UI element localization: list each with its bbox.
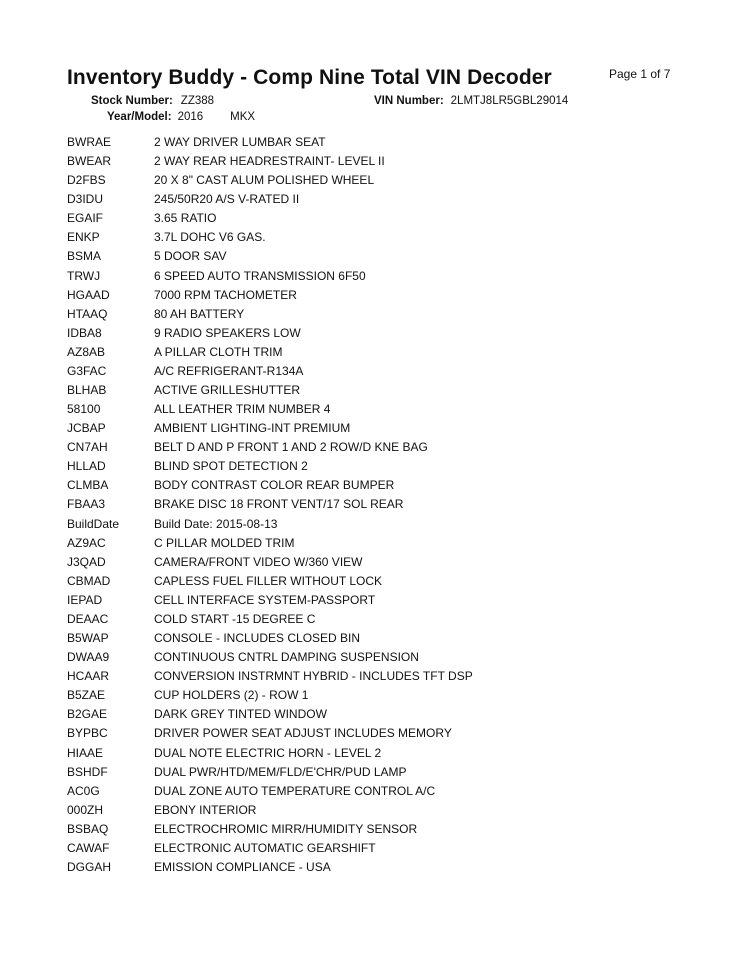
option-code: BSHDF bbox=[67, 764, 108, 779]
option-description: CONSOLE - INCLUDES CLOSED BIN bbox=[154, 631, 361, 646]
list-item bbox=[67, 419, 707, 438]
list-item bbox=[67, 782, 707, 801]
option-description: ALL LEATHER TRIM NUMBER 4 bbox=[154, 402, 331, 417]
option-description: CAPLESS FUEL FILLER WITHOUT LOCK bbox=[154, 573, 383, 588]
list-item bbox=[67, 801, 707, 820]
option-code: HTAAQ bbox=[67, 306, 108, 321]
option-code: HGAAD bbox=[67, 287, 110, 302]
option-description: CELL INTERFACE SYSTEM-PASSPORT bbox=[154, 592, 376, 607]
option-code: CBMAD bbox=[67, 573, 111, 588]
option-description: COLD START -15 DEGREE C bbox=[154, 611, 316, 626]
list-item bbox=[67, 572, 707, 591]
option-code: BSMA bbox=[67, 249, 102, 264]
option-description: A/C REFRIGERANT-R134A bbox=[154, 363, 304, 378]
list-item bbox=[67, 209, 707, 228]
list-item bbox=[67, 534, 707, 553]
option-description: ELECTROCHROMIC MIRR/HUMIDITY SENSOR bbox=[154, 821, 418, 836]
option-description: 3.65 RATIO bbox=[154, 211, 217, 226]
option-code: AZ8AB bbox=[67, 344, 106, 359]
option-description: BELT D AND P FRONT 1 AND 2 ROW/D KNE BAG bbox=[154, 440, 428, 455]
stock-number-field bbox=[91, 95, 214, 107]
option-description: ACTIVE GRILLESHUTTER bbox=[154, 383, 301, 398]
list-item bbox=[67, 724, 707, 743]
option-description: DRIVER POWER SEAT ADJUST INCLUDES MEMORY bbox=[154, 726, 452, 741]
list-item bbox=[67, 629, 707, 648]
option-code: BSBAQ bbox=[67, 821, 109, 836]
option-description: DUAL NOTE ELECTRIC HORN - LEVEL 2 bbox=[154, 745, 382, 760]
option-code: BWEAR bbox=[67, 154, 112, 169]
option-code: HCAAR bbox=[67, 669, 110, 684]
option-code: D3IDU bbox=[67, 192, 104, 207]
list-item bbox=[67, 362, 707, 381]
list-item bbox=[67, 400, 707, 419]
list-item bbox=[67, 686, 707, 705]
option-code: FBAA3 bbox=[67, 497, 106, 512]
list-item bbox=[67, 820, 707, 839]
option-description: 80 AH BATTERY bbox=[154, 306, 245, 321]
option-code: IDBA8 bbox=[67, 325, 102, 340]
option-description: 3.7L DOHC V6 GAS. bbox=[154, 230, 266, 245]
list-item bbox=[67, 457, 707, 476]
option-description: 6 SPEED AUTO TRANSMISSION 6F50 bbox=[154, 268, 366, 283]
option-code: BWRAE bbox=[67, 135, 112, 149]
vin-number-field bbox=[374, 95, 568, 107]
option-description: C PILLAR MOLDED TRIM bbox=[154, 535, 295, 550]
option-code: EGAIF bbox=[67, 211, 104, 226]
option-code: 000ZH bbox=[67, 802, 104, 817]
option-description: AMBIENT LIGHTING-INT PREMIUM bbox=[154, 421, 351, 436]
option-code: B5WAP bbox=[67, 631, 109, 646]
year-model-label: Year/Model: bbox=[107, 111, 172, 123]
option-code: IEPAD bbox=[67, 592, 103, 607]
option-code: B2GAE bbox=[67, 707, 108, 722]
option-description: 245/50R20 A/S V-RATED II bbox=[154, 192, 300, 207]
list-item bbox=[67, 476, 707, 495]
option-code: 58100 bbox=[67, 402, 101, 417]
option-code: CLMBA bbox=[67, 478, 109, 493]
option-description: DUAL ZONE AUTO TEMPERATURE CONTROL A/C bbox=[154, 783, 436, 798]
list-item bbox=[67, 381, 707, 400]
option-description: 7000 RPM TACHOMETER bbox=[154, 287, 297, 302]
list-item bbox=[67, 495, 707, 514]
list-item bbox=[67, 858, 707, 877]
list-item bbox=[67, 591, 707, 610]
list-item bbox=[67, 744, 707, 763]
list-item bbox=[67, 839, 707, 858]
option-code: JCBAP bbox=[67, 421, 106, 436]
option-code: BuildDate bbox=[67, 516, 120, 531]
option-code: BLHAB bbox=[67, 383, 107, 398]
option-code: G3FAC bbox=[67, 363, 107, 378]
option-code: HIAAE bbox=[67, 745, 104, 760]
option-description: BRAKE DISC 18 FRONT VENT/17 SOL REAR bbox=[154, 497, 404, 512]
option-description: A PILLAR CLOTH TRIM bbox=[154, 344, 283, 359]
page-number: Page 1 of 7 bbox=[609, 67, 671, 81]
option-description: BLIND SPOT DETECTION 2 bbox=[154, 459, 308, 474]
list-item bbox=[67, 267, 707, 286]
list-item bbox=[67, 667, 707, 686]
option-code: D2FBS bbox=[67, 173, 106, 188]
option-description: DUAL PWR/HTD/MEM/FLD/E'CHR/PUD LAMP bbox=[154, 764, 407, 779]
option-description: 20 X 8" CAST ALUM POLISHED WHEEL bbox=[154, 173, 375, 188]
list-item bbox=[67, 228, 707, 247]
vin-number-value: 2LMTJ8LR5GBL29014 bbox=[450, 95, 569, 107]
list-item bbox=[67, 343, 707, 362]
option-code-list bbox=[67, 133, 707, 877]
option-code: CAWAF bbox=[67, 840, 110, 855]
option-description: 9 RADIO SPEAKERS LOW bbox=[154, 325, 301, 340]
list-item bbox=[67, 648, 707, 667]
list-item bbox=[67, 133, 707, 152]
model-value: MKX bbox=[230, 111, 256, 123]
option-code: AZ9AC bbox=[67, 535, 106, 550]
option-description: CAMERA/FRONT VIDEO W/360 VIEW bbox=[154, 554, 363, 569]
option-code: DEAAC bbox=[67, 611, 109, 626]
list-item bbox=[67, 705, 707, 724]
option-code: J3QAD bbox=[67, 554, 106, 569]
option-description: ELECTRONIC AUTOMATIC GEARSHIFT bbox=[154, 840, 376, 855]
option-description: CUP HOLDERS (2) - ROW 1 bbox=[154, 688, 309, 703]
option-description: CONTINUOUS CNTRL DAMPING SUSPENSION bbox=[154, 650, 419, 665]
option-description: DARK GREY TINTED WINDOW bbox=[154, 707, 327, 722]
option-description: 2 WAY REAR HEADRESTRAINT- LEVEL II bbox=[154, 154, 385, 169]
list-item bbox=[67, 247, 707, 266]
list-item bbox=[67, 553, 707, 572]
option-code: ENKP bbox=[67, 230, 100, 245]
option-code: HLLAD bbox=[67, 459, 106, 474]
stock-number-label: Stock Number: bbox=[91, 95, 173, 107]
option-description: Build Date: 2015-08-13 bbox=[154, 516, 278, 531]
option-code: DGGAH bbox=[67, 859, 112, 874]
option-code: CN7AH bbox=[67, 440, 108, 455]
option-code: TRWJ bbox=[67, 268, 101, 283]
list-item bbox=[67, 190, 707, 209]
page-title: Inventory Buddy - Comp Nine Total VIN Decoder bbox=[67, 66, 552, 89]
option-description: EBONY INTERIOR bbox=[154, 802, 257, 817]
list-item bbox=[67, 152, 707, 171]
option-description: BODY CONTRAST COLOR REAR BUMPER bbox=[154, 478, 395, 493]
option-description: 2 WAY DRIVER LUMBAR SEAT bbox=[154, 135, 326, 149]
list-item bbox=[67, 305, 707, 324]
year-model-field bbox=[107, 111, 255, 123]
year-value: 2016 bbox=[177, 111, 204, 123]
list-item bbox=[67, 438, 707, 457]
option-description: 5 DOOR SAV bbox=[154, 249, 227, 264]
list-item bbox=[67, 515, 707, 534]
list-item bbox=[67, 324, 707, 343]
list-item bbox=[67, 610, 707, 629]
option-code: AC0G bbox=[67, 783, 100, 798]
option-code: B5ZAE bbox=[67, 688, 106, 703]
list-item bbox=[67, 763, 707, 782]
option-description: CONVERSION INSTRMNT HYBRID - INCLUDES TFT DSP bbox=[154, 669, 473, 684]
vin-number-label: VIN Number: bbox=[374, 95, 444, 107]
stock-number-value: ZZ388 bbox=[180, 95, 215, 107]
option-description: EMISSION COMPLIANCE - USA bbox=[154, 859, 331, 874]
list-item bbox=[67, 286, 707, 305]
option-code: DWAA9 bbox=[67, 650, 110, 665]
list-item bbox=[67, 171, 707, 190]
option-code: BYPBC bbox=[67, 726, 108, 741]
